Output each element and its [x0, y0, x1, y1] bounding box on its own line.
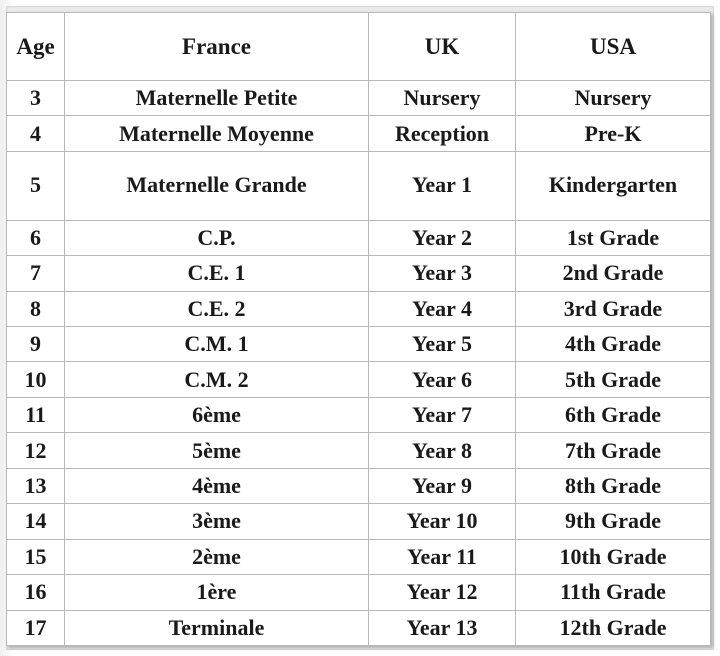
cell-uk: Year 13 [369, 610, 516, 645]
table-row [7, 81, 711, 116]
cell-uk: Year 8 [369, 433, 516, 468]
header-age: Age [7, 13, 65, 81]
cell-usa: 3rd Grade [516, 291, 711, 326]
cell-france: C.P. [65, 220, 369, 255]
cell-france: C.E. 2 [65, 291, 369, 326]
cell-uk: Year 11 [369, 539, 516, 574]
cell-usa: 2nd Grade [516, 256, 711, 291]
header-uk: UK [369, 13, 516, 81]
cell-usa: 10th Grade [516, 539, 711, 574]
cell-age: 13 [7, 468, 65, 503]
cell-age: 7 [7, 256, 65, 291]
cell-uk: Year 2 [369, 220, 516, 255]
table-row [7, 539, 711, 574]
cell-usa: Nursery [516, 81, 711, 116]
cell-usa: 9th Grade [516, 504, 711, 539]
cell-usa: 1st Grade [516, 220, 711, 255]
cell-usa: 7th Grade [516, 433, 711, 468]
cell-age: 6 [7, 220, 65, 255]
table-row [7, 468, 711, 503]
cell-france: C.E. 1 [65, 256, 369, 291]
cell-age: 15 [7, 539, 65, 574]
table-row [7, 362, 711, 397]
header-usa: USA [516, 13, 711, 81]
cell-uk: Year 5 [369, 327, 516, 362]
table-row [7, 575, 711, 610]
table-row [7, 504, 711, 539]
cell-france: Maternelle Moyenne [65, 116, 369, 151]
cell-age: 3 [7, 81, 65, 116]
cell-usa: 6th Grade [516, 397, 711, 432]
table-row [7, 397, 711, 432]
header-row [7, 13, 711, 81]
cell-france: 1ère [65, 575, 369, 610]
cell-age: 9 [7, 327, 65, 362]
cell-usa: 11th Grade [516, 575, 711, 610]
cell-uk: Year 1 [369, 151, 516, 220]
table-row [7, 327, 711, 362]
cell-france: Terminale [65, 610, 369, 645]
cell-usa: Kindergarten [516, 151, 711, 220]
cell-usa: 4th Grade [516, 327, 711, 362]
cell-usa: Pre-K [516, 116, 711, 151]
cell-france: 6ème [65, 397, 369, 432]
cell-france: 5ème [65, 433, 369, 468]
table-row [7, 220, 711, 255]
cell-uk: Year 4 [369, 291, 516, 326]
cell-uk: Year 3 [369, 256, 516, 291]
cell-usa: 5th Grade [516, 362, 711, 397]
cell-france: 4ème [65, 468, 369, 503]
cell-uk: Nursery [369, 81, 516, 116]
cell-uk: Year 9 [369, 468, 516, 503]
cell-uk: Reception [369, 116, 516, 151]
cell-uk: Year 7 [369, 397, 516, 432]
cell-france: C.M. 2 [65, 362, 369, 397]
cell-age: 5 [7, 151, 65, 220]
cell-france: C.M. 1 [65, 327, 369, 362]
cell-france: 3ème [65, 504, 369, 539]
table-row [7, 151, 711, 220]
cell-age: 8 [7, 291, 65, 326]
table-row [7, 433, 711, 468]
table-row [7, 291, 711, 326]
cell-usa: 8th Grade [516, 468, 711, 503]
cell-age: 14 [7, 504, 65, 539]
header-france: France [65, 13, 369, 81]
cell-age: 10 [7, 362, 65, 397]
cell-france: Maternelle Grande [65, 151, 369, 220]
cell-age: 11 [7, 397, 65, 432]
cell-age: 12 [7, 433, 65, 468]
cell-usa: 12th Grade [516, 610, 711, 645]
cell-france: 2ème [65, 539, 369, 574]
table-row [7, 116, 711, 151]
cell-uk: Year 6 [369, 362, 516, 397]
school-grade-comparison-table [6, 12, 711, 646]
table-row [7, 256, 711, 291]
cell-uk: Year 12 [369, 575, 516, 610]
table-row [7, 610, 711, 645]
cell-uk: Year 10 [369, 504, 516, 539]
cell-france: Maternelle Petite [65, 81, 369, 116]
cell-age: 16 [7, 575, 65, 610]
cell-age: 4 [7, 116, 65, 151]
cell-age: 17 [7, 610, 65, 645]
